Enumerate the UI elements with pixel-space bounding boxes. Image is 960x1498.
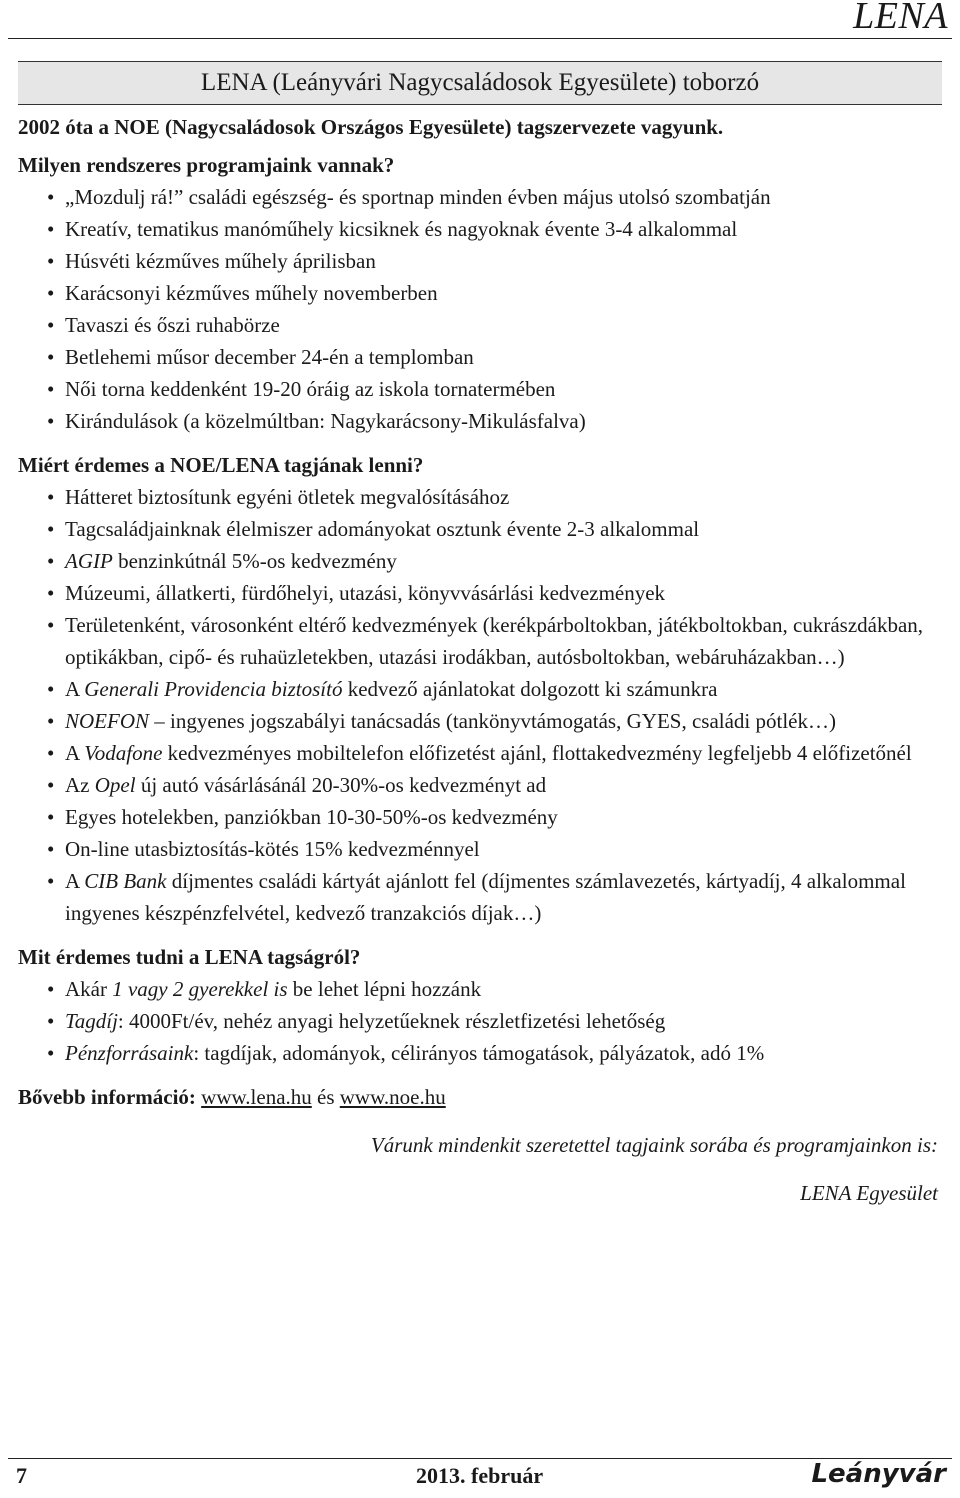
header-title: LENA <box>853 0 948 37</box>
list-item <box>18 545 942 577</box>
list-item: • Tavaszi és őszi ruhabörze <box>18 309 942 341</box>
list-item <box>18 673 942 705</box>
children-note: 1 vagy 2 gyerekkel is <box>112 977 288 1001</box>
membership-list <box>18 973 942 1069</box>
programs-list <box>18 181 942 437</box>
list-item-text: kedvezményes mobiltelefon előfizetést ajánl, flottakedvezmény legfeljebb 4 előfizetőnél <box>162 741 912 765</box>
list-item: • Hátteret biztosítunk egyéni ötletek megvalósításához <box>18 481 942 513</box>
membership-heading: Mit érdemes tudni a LENA tagságról? <box>18 945 361 969</box>
noefon-name: NOEFON <box>65 709 149 733</box>
noe-website-link[interactable]: www.noe.hu <box>339 1085 446 1109</box>
list-item-text: benzinkútnál 5%-os kedvezmény <box>112 549 397 573</box>
list-item: • Húsvéti kézműves műhely áprilisban <box>18 245 942 277</box>
list-item-text: : 4000Ft/év, nehéz anyagi helyzetűeknek részletfizetési lehetőség <box>117 1009 666 1033</box>
list-item-text: be lehet lépni hozzánk <box>287 977 482 1001</box>
list-item <box>18 769 942 801</box>
funding-label: Pénzforrásaink <box>65 1041 194 1065</box>
lena-website-link[interactable]: www.lena.hu <box>201 1085 312 1109</box>
list-item: • On-line utasbiztosítás-kötés 15% kedvezménnyel <box>18 833 942 865</box>
list-item <box>18 1037 942 1069</box>
list-item-text: : tagdíjak, adományok, célirányos támogatások, pályázatok, adó 1% <box>193 1041 765 1065</box>
list-item: • Karácsonyi kézműves műhely novemberben <box>18 277 942 309</box>
agip-name: AGIP <box>65 549 113 573</box>
list-item: • Egyes hotelekben, panziókban 10-30-50%-os kedvezmény <box>18 801 942 833</box>
list-item: • Múzeumi, állatkerti, fürdőhelyi, utazási, könyvvásárlási kedvezmények <box>18 577 942 609</box>
list-item-text: A <box>65 741 85 765</box>
list-item: • Női torna keddenként 19-20 óráig az iskola tornatermében <box>18 373 942 405</box>
list-item: • Területenként, városonként eltérő kedvezmények (kerékpárboltokban, játékboltokban, cukrászdákban, optikákban, cipő- és ruhaüzletekben, utazási irodákban, autósboltokban, webáruházakban…) <box>18 609 942 673</box>
more-info <box>18 1081 942 1113</box>
page-number: 7 <box>16 1463 27 1488</box>
list-item-text: díjmentes családi kártyát ajánlott fel (díjmentes számlavezetés, kártyadíj, 4 alkalommal ingyenes készpénzfelvétel, kedvező tranzakciós díjak…) <box>65 869 906 925</box>
list-item: • Tagcsaládjainknak élelmiszer adományokat osztunk évente 2-3 alkalommal <box>18 513 942 545</box>
page-footer <box>8 1458 952 1498</box>
issue-date: 2013. február <box>416 1463 544 1488</box>
vodafone-name: Vodafone <box>84 741 163 765</box>
list-item-text: Akár <box>65 977 113 1001</box>
list-item <box>18 705 942 737</box>
list-item <box>18 865 942 929</box>
signature: LENA Egyesület <box>800 1181 938 1205</box>
list-item-text: új autó vásárlásánál 20-30%-os kedvezményt ad <box>135 773 547 797</box>
list-item <box>18 973 942 1005</box>
recruitment-banner <box>18 61 942 105</box>
benefits-section <box>18 449 942 929</box>
list-item: • Kirándulások (a közelmúltban: Nagykarácsony-Mikulásfalva) <box>18 405 942 437</box>
programs-section <box>18 149 942 437</box>
page-header <box>8 0 952 39</box>
list-item <box>18 1005 942 1037</box>
benefits-list <box>18 481 942 929</box>
membership-section <box>18 941 942 1069</box>
list-item-text: A <box>65 677 85 701</box>
intro-text: 2002 óta a NOE (Nagycsaládosok Országos Egyesülete) tagszervezete vagyunk. <box>18 115 724 139</box>
list-item: • „Mozdulj rá!” családi egészség- és sportnap minden évben május utolsó szombatján <box>18 181 942 213</box>
more-info-label: Bővebb információ: <box>18 1085 196 1109</box>
list-item-text: kedvező ajánlatokat dolgozott ki számunkra <box>342 677 718 701</box>
benefits-heading: Miért érdemes a NOE/LENA tagjának lenni? <box>18 453 424 477</box>
leanyvar-logo: Leányvár <box>811 1459 946 1489</box>
fee-label: Tagdíj <box>65 1009 118 1033</box>
list-item-text: – ingyenes jogszabályi tanácsadás (tankönyvtámogatás, GYES, családi pótlék…) <box>149 709 836 733</box>
list-item: • Kreatív, tematikus manóműhely kicsiknek és nagyoknak évente 3-4 alkalommal <box>18 213 942 245</box>
more-info-conjunction: és <box>317 1085 335 1109</box>
opel-name: Opel <box>94 773 136 797</box>
programs-heading: Milyen rendszeres programjaink vannak? <box>18 153 395 177</box>
list-item-text: Az <box>65 773 95 797</box>
banner-title: LENA (Leányvári Nagycsaládosok Egyesülete) toborzó <box>200 69 760 96</box>
generali-name: Generali Providencia biztosító <box>84 677 343 701</box>
article-body <box>18 111 942 1209</box>
closing-invitation: Várunk mindenkit szeretettel tagjaink sorába és programjainkon is: <box>370 1133 938 1157</box>
list-item <box>18 737 942 769</box>
cib-bank-name: CIB Bank <box>84 869 167 893</box>
list-item: • Betlehemi műsor december 24-én a templomban <box>18 341 942 373</box>
list-item-text: A <box>65 869 85 893</box>
